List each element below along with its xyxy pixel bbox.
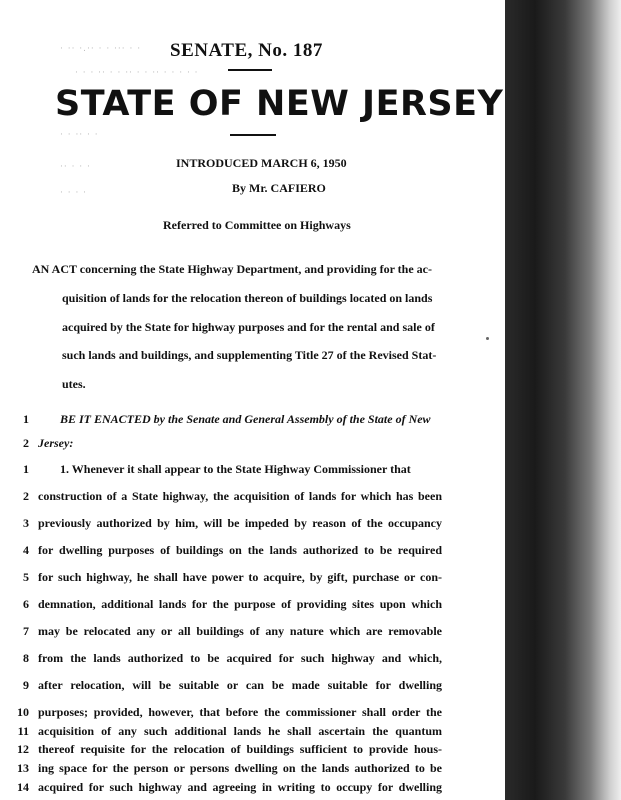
line-number: 14 [17,780,29,794]
act-title-line: acquired by the State for highway purposes and for the rental and sale of [62,320,435,334]
line-number: 13 [17,761,29,775]
scan-edge-shadow [505,0,621,800]
line-number: 8 [23,651,29,665]
section-line: for dwelling purposes of buildings on the lands authorized to be required [38,543,442,557]
bleed-through-text: ·· · · · [60,162,91,172]
act-title-line: AN ACT concerning the State Highway Department, and providing for the ac- [32,262,432,276]
section-line: after relocation, will be suitable or can be made suitable for dwelling [38,678,442,692]
section-line: previously authorized by him, will be impeded by reason of the occupancy [38,516,442,530]
section-line: acquisition of any such additional lands he shall ascertain the quantum [38,724,442,738]
bleed-through-text: · ·· ·.·· · · ··· · · [60,44,142,54]
enacting-clause-line: Jersey: [38,436,74,450]
section-line: 1. Whenever it shall appear to the State Highway Commissioner that [60,462,411,476]
bleed-through-text: · · ·· · · [60,130,99,140]
line-number: 11 [17,724,29,738]
line-number: 1 [23,412,29,426]
bleed-through-text: · · · ·· · · ·· · · ·· · · · · · [75,68,199,78]
bill-number: SENATE, No. 187 [170,40,323,61]
section-line: purposes; provided, however, that before the commissioner shall order the [38,705,442,719]
section-line: acquired for such highway and agreeing in writing to occupy for dwelling [38,780,442,794]
line-number: 2 [23,436,29,450]
committee-referral: Referred to Committee on Highways [163,218,351,232]
section-line: may be relocated any or all buildings of any nature which are removable [38,624,442,638]
section-line: demnation, additional lands for the purpose of providing sites upon which [38,597,442,611]
introduced-date: INTRODUCED MARCH 6, 1950 [176,156,347,170]
line-number: 9 [23,678,29,692]
act-title-line: quisition of lands for the relocation thereon of buildings located on lands [62,291,433,305]
act-title-line: such lands and buildings, and supplementing Title 27 of the Revised Stat- [62,348,437,362]
section-line: thereof requisite for the relocation of buildings sufficient to provide hous- [38,742,442,756]
act-title-line: utes. [62,377,86,391]
section-line: construction of a State highway, the acquisition of lands for which has been [38,489,442,503]
line-number: 6 [23,597,29,611]
line-number: 3 [23,516,29,530]
line-number: 2 [23,489,29,503]
enacting-clause-line: BE IT ENACTED by the Senate and General Assembly of the State of New [60,412,431,426]
line-number: 10 [17,705,29,719]
line-number: 12 [17,742,29,756]
divider [228,69,272,71]
scan-speck [486,337,489,340]
line-number: 4 [23,543,29,557]
line-number: 1 [23,462,29,476]
sponsor: By Mr. CAFIERO [232,181,326,195]
section-line: ing space for the person or persons dwelling on the lands authorized to be [38,761,442,775]
bleed-through-text: · · · · [60,188,88,198]
line-number: 5 [23,570,29,584]
divider [230,134,276,136]
line-number: 7 [23,624,29,638]
section-line: from the lands authorized to be acquired for such highway and which, [38,651,442,665]
state-title: STATE OF NEW JERSEY [55,84,504,124]
section-line: for such highway, he shall have power to acquire, by gift, purchase or con- [38,570,442,584]
